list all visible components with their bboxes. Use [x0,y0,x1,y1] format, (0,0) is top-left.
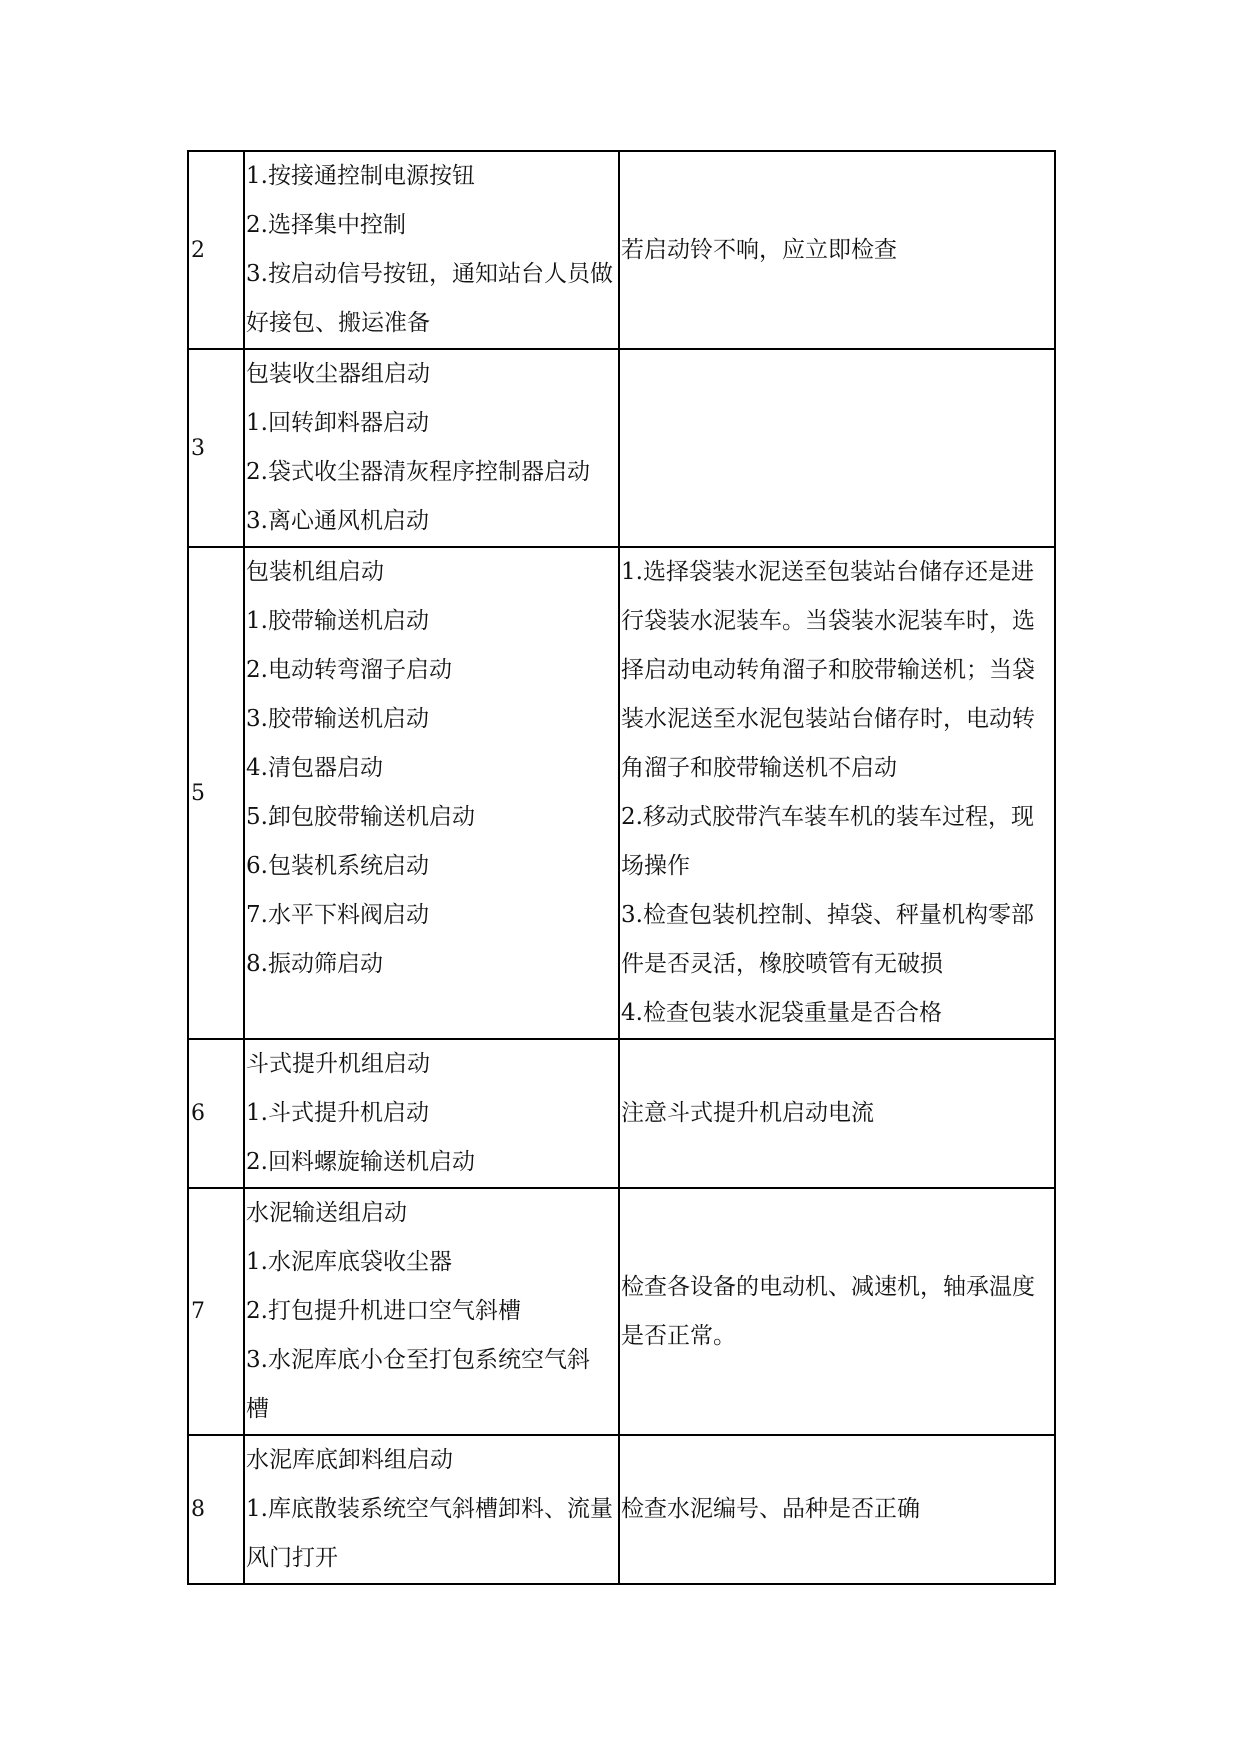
step-line: 好接包、搬运准备 [246,310,430,336]
note-line: 件是否灵活，橡胶喷管有无破损 [621,951,943,977]
step-number: 3 [188,349,244,547]
step-line: 包装收尘器组启动 [246,361,430,387]
procedure-table [187,150,1056,1585]
note-line: 注意斗式提升机启动电流 [621,1100,874,1126]
step-actions [244,151,619,349]
note-line: 装水泥送至水泥包装站台储存时，电动转 [621,706,1035,732]
step-line: 2.电动转弯溜子启动 [246,657,452,683]
note-line: 检查水泥编号、品种是否正确 [621,1496,920,1522]
step-line: 1.胶带输送机启动 [246,608,429,634]
step-line: 斗式提升机组启动 [246,1051,430,1077]
step-line: 2.打包提升机进口空气斜槽 [246,1298,521,1324]
note-line: 2.移动式胶带汽车装车机的装车过程，现 [621,804,1034,830]
note-line: 若启动铃不响，应立即检查 [621,236,897,263]
step-number: 5 [188,547,244,1039]
step-line: 1.斗式提升机启动 [246,1100,429,1126]
note-line: 1.选择袋装水泥送至包装站台储存还是进 [621,559,1034,585]
note-line: 择启动电动转角溜子和胶带输送机；当袋 [621,657,1035,683]
note-line: 3.检查包装机控制、掉袋、秤量机构零部 [621,902,1034,928]
table-row [188,151,1055,349]
table-row [188,1039,1055,1188]
step-line: 1.水泥库底袋收尘器 [246,1249,452,1275]
step-line: 1.按接通控制电源按钮 [246,163,475,189]
step-notes [619,1039,1055,1188]
step-number: 2 [188,151,244,349]
step-line: 水泥库底卸料组启动 [246,1447,453,1473]
step-notes [619,349,1055,547]
step-notes [619,1435,1055,1584]
note-line: 角溜子和胶带输送机不启动 [621,755,897,781]
step-line: 2.选择集中控制 [246,212,406,238]
note-line: 是否正常。 [621,1322,736,1349]
table-row [188,1435,1055,1584]
step-number: 6 [188,1039,244,1188]
step-line: 3.胶带输送机启动 [246,706,429,732]
step-number: 8 [188,1435,244,1584]
note-line: 行袋装水泥装车。当袋装水泥装车时，选 [621,608,1035,634]
step-line: 7.水平下料阀启动 [246,902,429,928]
step-line: 3.离心通风机启动 [246,508,429,534]
step-line: 2.袋式收尘器清灰程序控制器启动 [246,459,590,485]
step-notes [619,547,1055,1039]
table-row [188,1188,1055,1435]
step-line: 3.按启动信号按钮，通知站台人员做 [246,261,613,287]
step-actions [244,547,619,1039]
step-line: 3.水泥库底小仓至打包系统空气斜 [246,1347,590,1373]
step-actions [244,1039,619,1188]
note-line: 检查各设备的电动机、减速机，轴承温度 [621,1273,1035,1300]
step-notes [619,151,1055,349]
step-line: 1.回转卸料器启动 [246,410,429,436]
step-notes [619,1188,1055,1435]
step-actions [244,349,619,547]
step-line: 1.库底散装系统空气斜槽卸料、流量 [246,1496,613,1522]
table-row [188,349,1055,547]
table-row [188,547,1055,1039]
step-number: 7 [188,1188,244,1435]
step-line: 8.振动筛启动 [246,951,383,977]
note-line: 4.检查包装水泥袋重量是否合格 [621,1000,942,1026]
step-line: 4.清包器启动 [246,755,383,781]
step-line: 2.回料螺旋输送机启动 [246,1149,475,1175]
step-line: 风门打开 [246,1545,338,1571]
step-line: 6.包装机系统启动 [246,853,429,879]
step-actions [244,1188,619,1435]
step-line: 5.卸包胶带输送机启动 [246,804,475,830]
step-line: 水泥输送组启动 [246,1200,407,1226]
note-line: 场操作 [621,853,690,879]
step-line: 包装机组启动 [246,559,384,585]
step-actions [244,1435,619,1584]
step-line: 槽 [246,1396,269,1422]
